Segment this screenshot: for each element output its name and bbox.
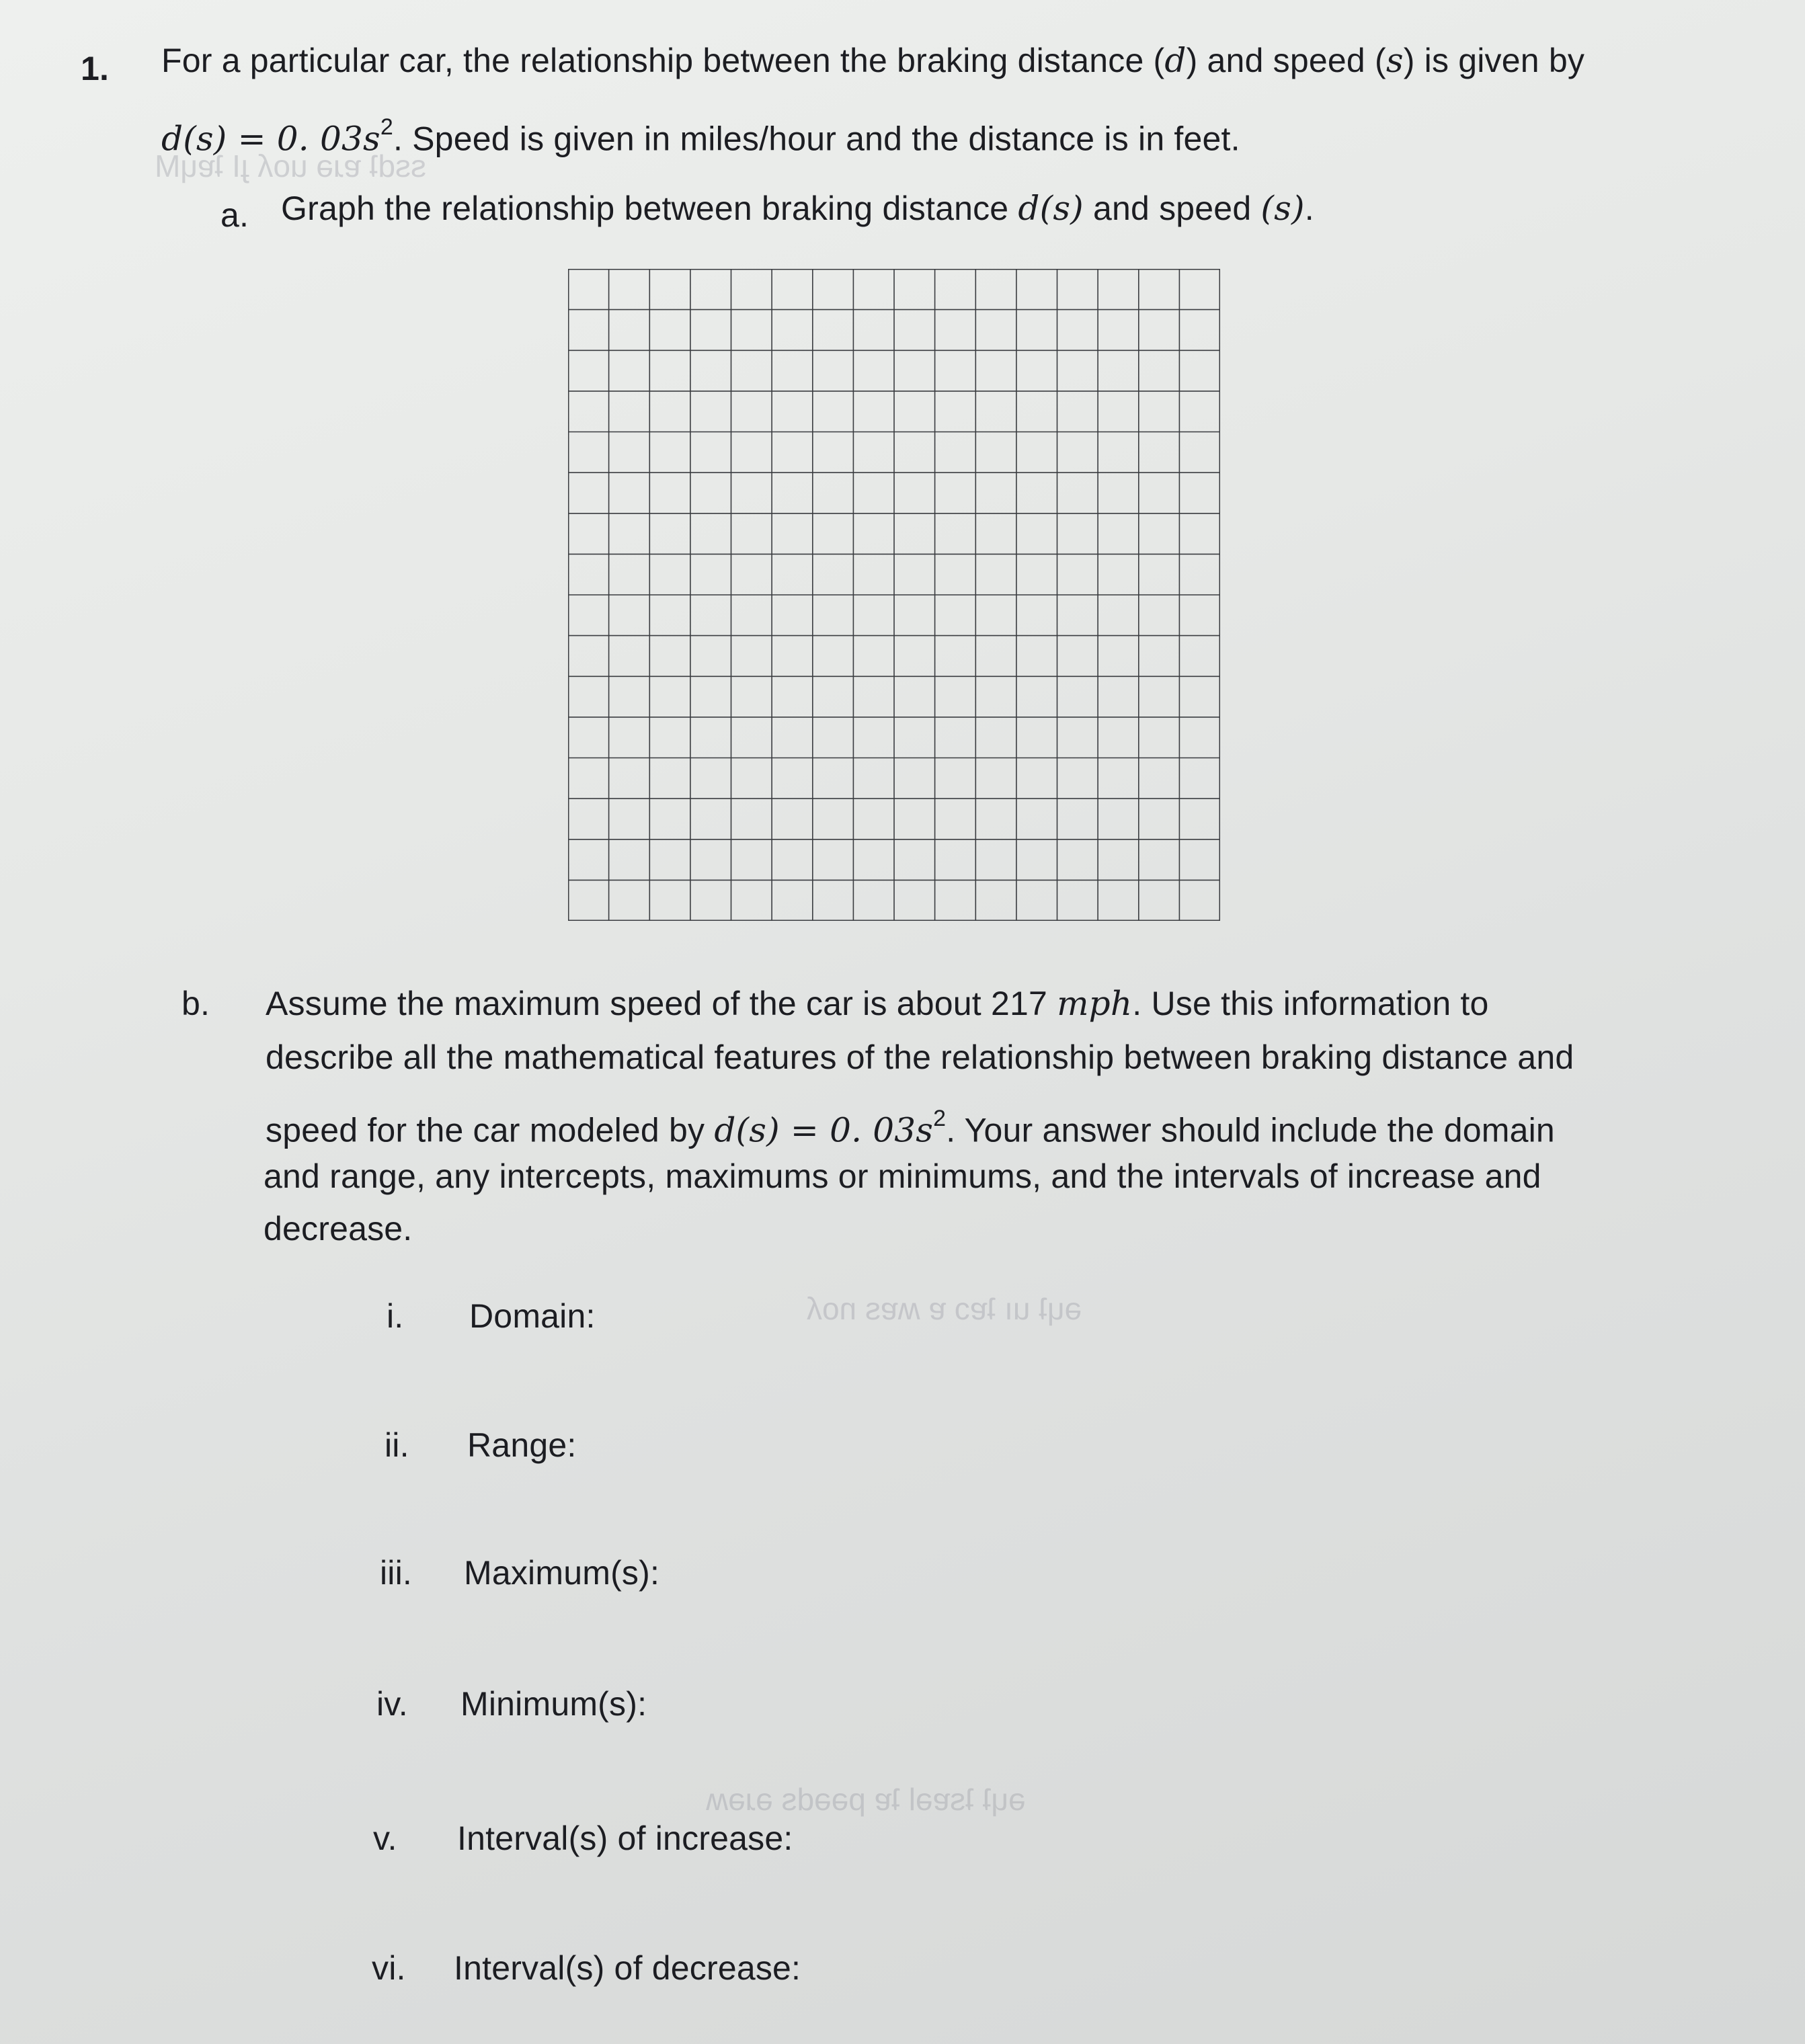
question-intro-line2 — [161, 111, 1240, 159]
part-b-line1-start: Assume the maximum speed of the car is about 217 — [266, 985, 1057, 1022]
subitem-increase-numeral: v. — [373, 1820, 397, 1857]
part-a-text-start: Graph the relationship between braking distance — [281, 190, 1018, 227]
part-a-text-end: . — [1304, 190, 1314, 227]
intro-var-d: d — [1164, 41, 1187, 80]
intro-text-start: For a particular car, the relationship between the braking distance ( — [161, 42, 1165, 79]
intro-var-s: s — [1386, 41, 1404, 80]
subitem-maximum-numeral: iii. — [380, 1554, 413, 1592]
subitem-decrease-numeral: vi. — [372, 1949, 406, 1987]
part-b-unit: mph — [1057, 984, 1133, 1023]
question-number: 1. — [81, 50, 110, 87]
part-a-var-ds: d(s) — [1018, 189, 1084, 228]
intro-text-mid: ) and speed ( — [1186, 42, 1386, 79]
subitem-domain-label: Domain: — [469, 1297, 596, 1335]
bleed-through-text: ǝɥʇ uı ʇɐɔ ɐ ʍɐs noʎ — [807, 1291, 1082, 1326]
bleed-through-text: ǝɥʇ ʇsɐǝl ʇɐ pǝǝds ǝɹǝʍ — [706, 1782, 1026, 1817]
subitem-increase-label: Interval(s) of increase: — [457, 1820, 793, 1857]
part-a-prompt — [281, 188, 1314, 229]
part-b-line3 — [266, 1102, 1555, 1151]
part-b-line4: and range, any intercepts, maximums or minimums, and the intervals of increase and — [264, 1157, 1541, 1195]
subitem-range-label: Range: — [467, 1426, 577, 1464]
part-a-text-mid: and speed — [1083, 190, 1261, 227]
part-b-line3-end: . Your answer should include the domain — [946, 1111, 1555, 1149]
part-b-formula-exponent: 2 — [933, 1106, 947, 1131]
subitem-minimum-label: Minimum(s): — [460, 1685, 647, 1723]
part-a-var-s: (s) — [1260, 189, 1305, 228]
subitem-maximum-label: Maximum(s): — [464, 1554, 660, 1592]
part-b-line2: describe all the mathematical features of the relationship between braking distance and — [266, 1038, 1574, 1076]
part-b-label: b. — [182, 985, 210, 1022]
part-b-line1-end: . Use this information to — [1132, 985, 1489, 1022]
question-intro-line1 — [161, 40, 1585, 81]
intro-formula-exponent: 2 — [380, 114, 393, 140]
intro-line2-text: . Speed is given in miles/hour and the distance is in feet. — [393, 120, 1240, 158]
part-b-line3-start: speed for the car modeled by — [266, 1111, 715, 1149]
intro-formula: d(s) = 0. 03s — [161, 119, 380, 159]
bleed-through-text: ssdʇ ɐɹǝ uoʎ ɟI ʇɐɥM — [155, 149, 426, 183]
subitem-decrease-label: Interval(s) of decrease: — [454, 1949, 801, 1987]
subitem-range-numeral: ii. — [385, 1426, 409, 1464]
intro-text-end: ) is given by — [1403, 42, 1585, 79]
part-b-line1 — [266, 983, 1489, 1024]
part-b-line5: decrease. — [264, 1210, 413, 1248]
graph-grid — [568, 269, 1220, 921]
subitem-domain-numeral: i. — [387, 1297, 404, 1335]
subitem-minimum-numeral: iv. — [376, 1685, 408, 1723]
part-b-formula: d(s) = 0. 03s — [714, 1110, 934, 1150]
part-a-label: a. — [220, 196, 249, 234]
graph-grid-svg — [568, 269, 1220, 921]
